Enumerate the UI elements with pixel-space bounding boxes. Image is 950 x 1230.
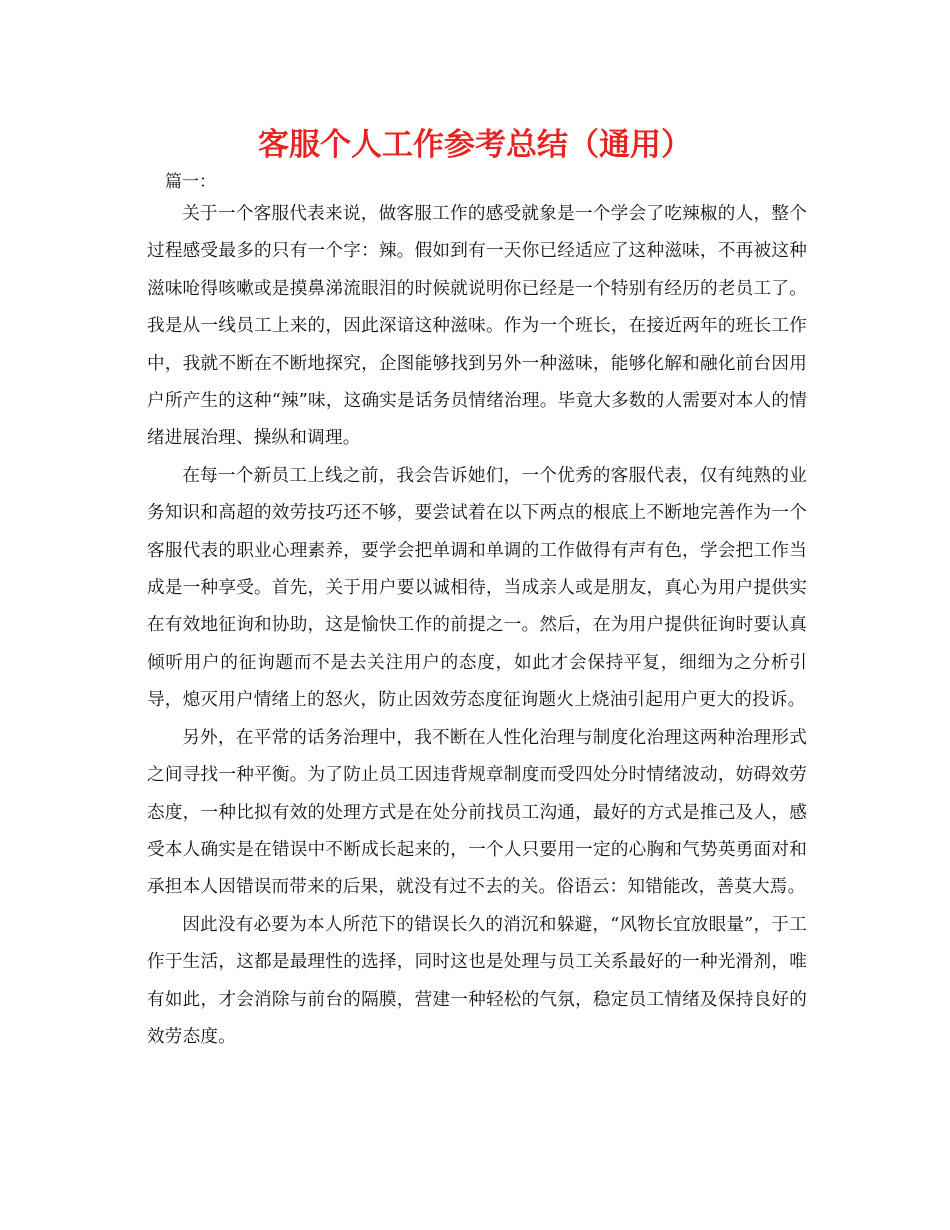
document-body xyxy=(147,196,807,1056)
paragraph-1: 关于一个客服代表来说，做客服工作的感受就象是一个学会了吃辣椒的人，整个过程感受最多的只有一个字：辣。假如到有一天你已经适应了这种滋味，不再被这种滋味呛得咳嗽或是摸鼻涕流眼泪的时候就说明你已经是一个特别有经历的老员工了。我是从一线员工上来的，因此深谙这种滋味。作为一个班长，在接近两年的班长工作中，我就不断在不断地探究，企图能够找到另外一种滋味，能够化解和融化前台因用户所产生的这种“辣”味，这确实是话务员情绪治理。毕竟大多数的人需要对本人的情绪进展治理、操纵和调理。 xyxy=(147,204,807,449)
paragraph-3: 另外，在平常的话务治理中，我不断在人性化治理与制度化治理这两种治理形式之间寻找一种平衡。为了防止员工因违背规章制度而受四处分时情绪波动，妨碍效劳态度，一种比拟有效的处理方式是在处分前找员工沟通，最好的方式是推己及人，感受本人确实是在错误中不断成长起来的，一个人只要用一定的心胸和气势英勇面对和承担本人因错误而带来的后果，就没有过不去的关。俗语云：知错能改，善莫大焉。 xyxy=(147,727,807,898)
paragraph-2: 在每一个新员工上线之前，我会告诉她们，一个优秀的客服代表，仅有纯熟的业务知识和高超的效劳技巧还不够，要尝试着在以下两点的根底上不断地完善作为一个客服代表的职业心理素养，要学会把单调和单调的工作做得有声有色，学会把工作当成是一种享受。首先，关于用户要以诚相待，当成亲人或是朋友，真心为用户提供实在有效地征询和协助，这是愉快工作的前提之一。然后，在为用户提供征询时要认真倾听用户的征询题而不是去关注用户的态度，如此才会保持平复，细细为之分析引导，熄灭用户情绪上的怒火，防止因效劳态度征询题火上烧油引起用户更大的投诉。 xyxy=(147,465,807,711)
document-title: 客服个人工作参考总结（通用） xyxy=(258,127,692,163)
paragraph-4: 因此没有必要为本人所范下的错误长久的消沉和躲避，“风物长宜放眼量”，于工作于生活，这都是最理性的选择，同时这也是处理与员工关系最好的一种光滑剂，唯有如此，才会消除与前台的隔膜，营建一种轻松的气氛，稳定员工情绪及保持良好的效劳态度。 xyxy=(147,914,807,1047)
section-label: 篇一： xyxy=(165,172,216,192)
